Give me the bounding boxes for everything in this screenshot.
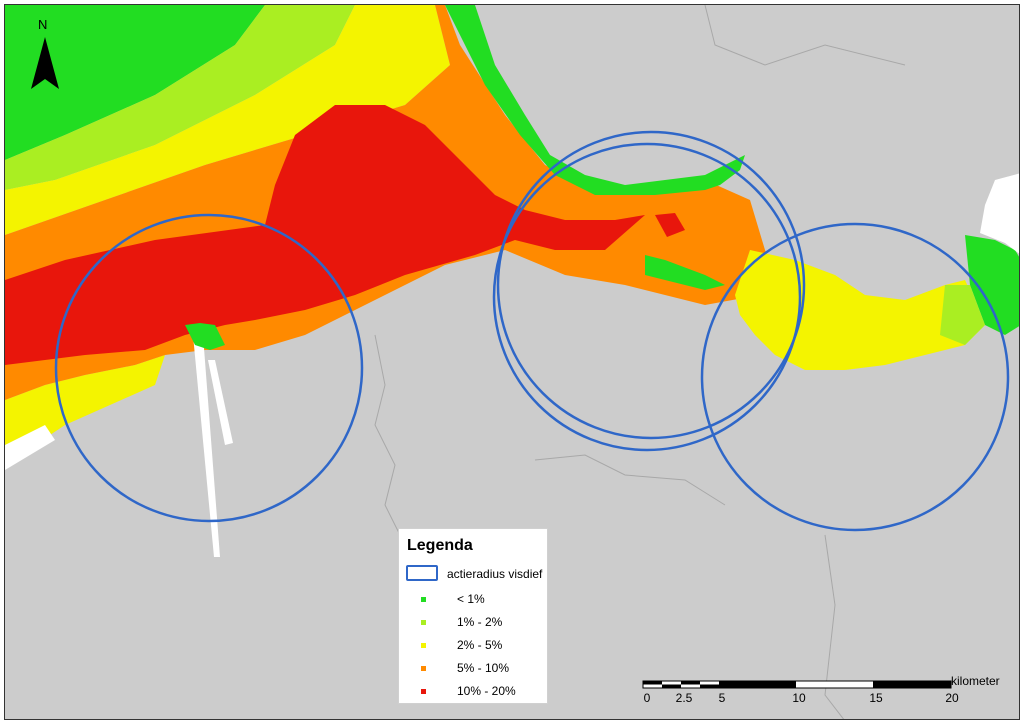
- legend-item: [399, 614, 549, 634]
- legend-item: [399, 591, 549, 611]
- legend-item: [399, 637, 549, 657]
- north-label: N: [38, 17, 48, 32]
- legend-label: 10% - 20%: [457, 684, 516, 698]
- scale-tick: 15: [869, 691, 883, 705]
- legend-label: < 1%: [457, 592, 485, 606]
- legend-swatch: [421, 666, 426, 671]
- legend-swatch: [421, 620, 426, 625]
- scale-bar-graphic: [641, 677, 961, 691]
- legend-label: 2% - 5%: [457, 638, 503, 652]
- legend-label: 5% - 10%: [457, 661, 510, 675]
- legend-swatch: [421, 597, 426, 602]
- scale-bar: [641, 674, 1020, 717]
- legend-item: [399, 660, 549, 680]
- scale-unit-label: kilometer: [951, 674, 1000, 688]
- scale-tick: 5: [718, 691, 726, 705]
- map-frame[interactable]: [4, 4, 1020, 720]
- legend-label: 1% - 2%: [457, 615, 503, 629]
- legend-swatch: [421, 643, 426, 648]
- legend-item: [399, 683, 549, 703]
- scale-tick: 0: [643, 691, 651, 705]
- legend: [398, 528, 548, 704]
- scale-tick: 20: [945, 691, 959, 705]
- legend-circle-swatch: [406, 565, 438, 581]
- scale-tick: 2.5: [675, 691, 693, 705]
- legend-circle-label: actieradius visdief: [447, 567, 543, 581]
- north-arrow-icon: [25, 17, 65, 97]
- legend-title: Legenda: [407, 537, 473, 554]
- scale-tick: 10: [792, 691, 806, 705]
- legend-swatch: [421, 689, 426, 694]
